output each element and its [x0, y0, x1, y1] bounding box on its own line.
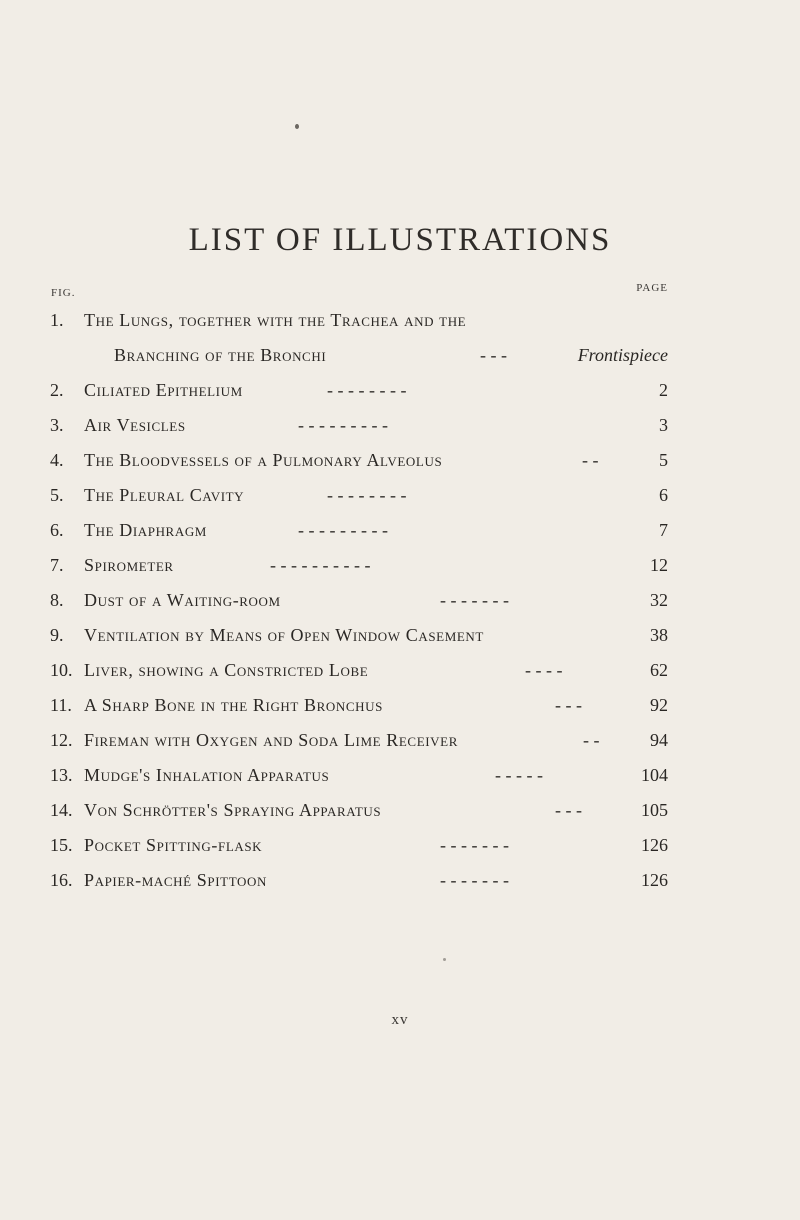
entry-page: 12	[650, 555, 668, 575]
illustration-entry	[0, 305, 800, 335]
entry-caption: Mudge's Inhalation Apparatus	[84, 765, 330, 785]
entry-caption: Pocket Spitting-flask	[84, 835, 263, 855]
entry-caption: The Pleural Cavity	[84, 485, 245, 505]
illustration-entry	[0, 550, 800, 580]
entry-caption: Liver, showing a Constricted Lobe	[84, 660, 369, 680]
entry-number: 13.	[50, 765, 73, 785]
entry-number: 14.	[50, 800, 73, 820]
illustration-entry	[0, 445, 800, 475]
illustration-entry	[0, 585, 800, 615]
entry-page: 32	[650, 590, 668, 610]
entry-number: 16.	[50, 870, 73, 890]
entry-number: 15.	[50, 835, 73, 855]
illustration-entry	[0, 480, 800, 510]
ink-speck	[295, 124, 299, 129]
illustration-entry	[0, 410, 800, 440]
leader-dots: - - -	[555, 800, 582, 820]
illustration-entry	[0, 655, 800, 685]
leader-dots: - - - - - - - - -	[298, 415, 388, 435]
illustration-entry	[0, 795, 800, 825]
entry-caption: Ventilation by Means of Open Window Casement	[84, 625, 484, 645]
leader-dots: - - - - -	[495, 765, 543, 785]
entry-page: 105	[641, 800, 668, 820]
entry-page: 104	[641, 765, 668, 785]
illustration-entry	[0, 340, 800, 370]
leader-dots: - -	[582, 450, 599, 470]
entry-page: 3	[659, 415, 668, 435]
leader-dots: - -	[583, 730, 600, 750]
entry-number: 6.	[50, 520, 64, 540]
illustration-entry	[0, 620, 800, 650]
entry-number: 8.	[50, 590, 64, 610]
entry-page: 2	[659, 380, 668, 400]
entry-page: 38	[650, 625, 668, 645]
ink-speck	[443, 958, 446, 961]
entry-page: 94	[650, 730, 668, 750]
entry-number: 4.	[50, 450, 64, 470]
entry-caption: Von Schrötter's Spraying Apparatus	[84, 800, 382, 820]
illustration-entry	[0, 375, 800, 405]
leader-dots: - - -	[555, 695, 582, 715]
entry-page: 62	[650, 660, 668, 680]
leader-dots: - - - - - - -	[440, 835, 509, 855]
leader-dots: - - - - - - - -	[327, 485, 407, 505]
fig-column-header: FIG.	[51, 287, 76, 299]
entry-page: Frontispiece	[577, 345, 668, 365]
entry-number: 7.	[50, 555, 64, 575]
page-title: LIST OF ILLUSTRATIONS	[188, 222, 612, 258]
illustration-entry	[0, 830, 800, 860]
page-folio: xv	[391, 1012, 409, 1028]
entry-number: 9.	[50, 625, 64, 645]
entry-number: 12.	[50, 730, 73, 750]
illustration-entry	[0, 760, 800, 790]
entry-number: 2.	[50, 380, 64, 400]
entry-caption: A Sharp Bone in the Right Bronchus	[84, 695, 383, 715]
leader-dots: - - - -	[525, 660, 563, 680]
leader-dots: - - -	[480, 345, 507, 365]
page-column-header: PAGE	[636, 282, 668, 294]
entry-page: 92	[650, 695, 668, 715]
leader-dots: - - - - - - - - -	[298, 520, 388, 540]
entry-caption: Air Vesicles	[84, 415, 186, 435]
entry-number: 1.	[50, 310, 64, 330]
entry-page: 7	[659, 520, 668, 540]
illustration-entry	[0, 865, 800, 895]
leader-dots: - - - - - - -	[440, 590, 509, 610]
leader-dots: - - - - - - - -	[327, 380, 407, 400]
entry-caption: Branching of the Bronchi	[114, 345, 327, 365]
entry-page: 126	[641, 870, 668, 890]
entry-number: 3.	[50, 415, 64, 435]
leader-dots: - - - - - - - - - -	[270, 555, 371, 575]
entry-number: 11.	[50, 695, 72, 715]
entry-caption: The Bloodvessels of a Pulmonary Alveolus	[84, 450, 443, 470]
entry-caption: The Diaphragm	[84, 520, 207, 540]
entry-number: 5.	[50, 485, 64, 505]
entry-page: 5	[659, 450, 668, 470]
entry-caption: Spirometer	[84, 555, 174, 575]
entry-number: 10.	[50, 660, 73, 680]
entry-page: 126	[641, 835, 668, 855]
entry-caption: Ciliated Epithelium	[84, 380, 243, 400]
leader-dots: - - - - - - -	[440, 870, 509, 890]
entry-caption: Papier-maché Spittoon	[84, 870, 267, 890]
entry-caption: Fireman with Oxygen and Soda Lime Receiver	[84, 730, 458, 750]
illustration-entry	[0, 515, 800, 545]
entry-page: 6	[659, 485, 668, 505]
illustration-entry	[0, 690, 800, 720]
illustration-entry	[0, 725, 800, 755]
entry-caption: The Lungs, together with the Trachea and the	[84, 310, 467, 330]
entry-caption: Dust of a Waiting-room	[84, 590, 281, 610]
